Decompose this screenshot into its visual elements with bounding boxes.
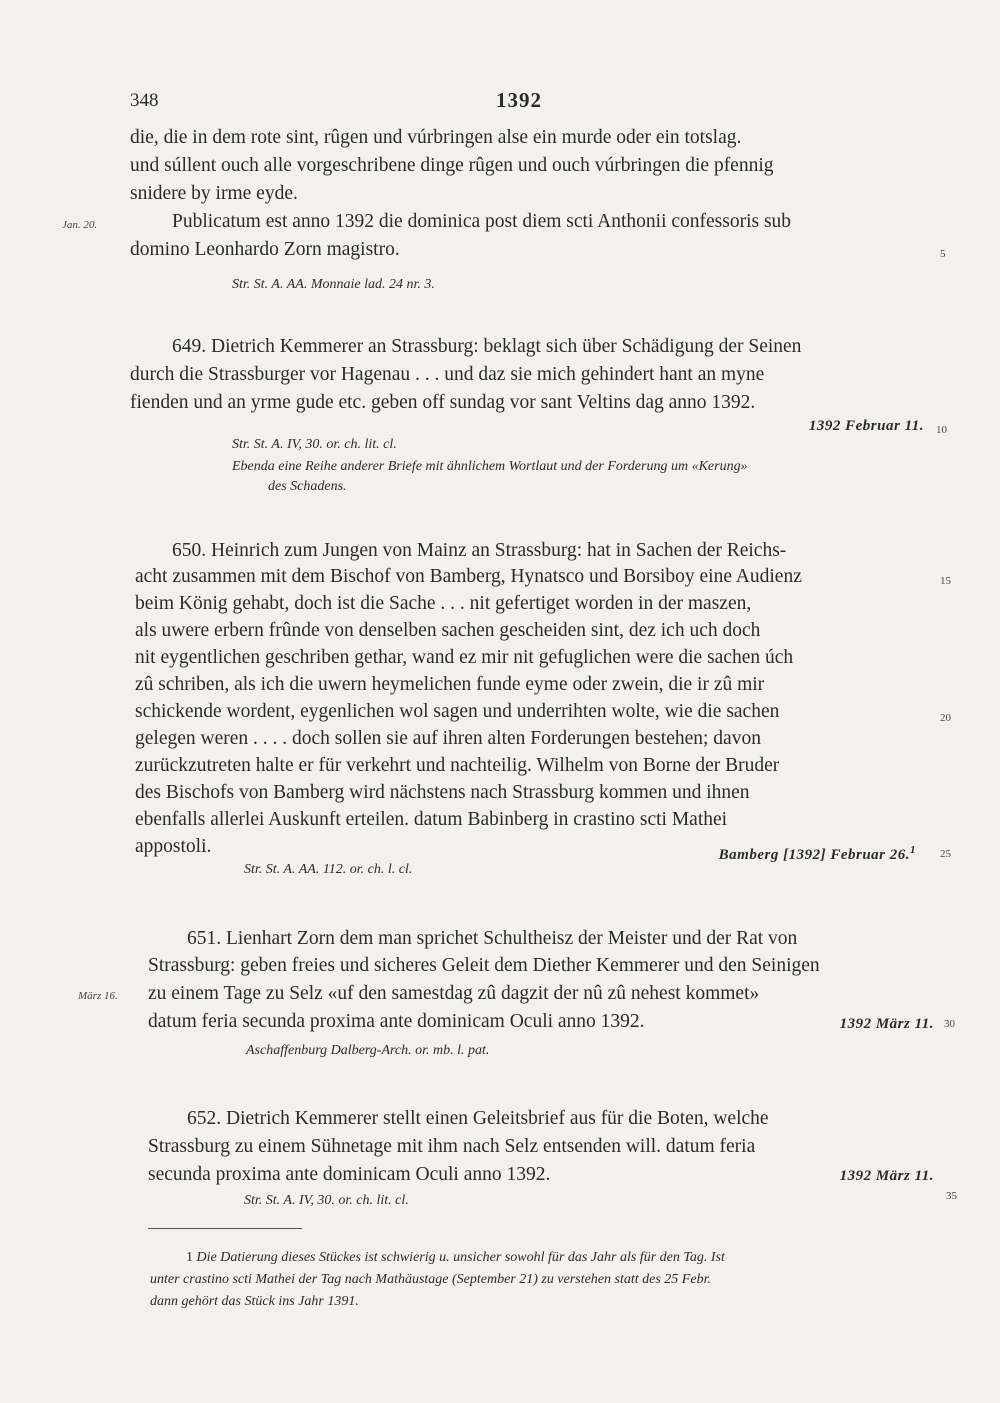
text-line: Dietrich Kemmerer stellt einen Geleitsbrief aus für die Boten, welche <box>226 1108 769 1129</box>
source-citation: Str. St. A. AA. Monnaie lad. 24 nr. 3. <box>232 277 435 292</box>
source-citation: Str. St. A. AA. 112. or. ch. l. cl. <box>244 862 413 877</box>
line-number: 30 <box>944 1018 955 1030</box>
footnote-marker: 1 <box>186 1250 193 1265</box>
footnote-line <box>186 1250 725 1266</box>
source-citation: Str. St. A. IV, 30. or. ch. lit. cl. <box>232 437 397 452</box>
text-line: Lienhart Zorn dem man sprichet Schultheisz der Meister und der Rat von <box>226 928 798 949</box>
document-date: 1392 März 11. <box>839 1016 934 1032</box>
document-date: 1392 Februar 11. <box>808 418 924 434</box>
text-line: Dietrich Kemmerer an Strassburg: beklagt sich über Schädigung der Seinen <box>211 336 802 357</box>
source-citation: Aschaffenburg Dalberg-Arch. or. mb. l. pat. <box>246 1043 490 1058</box>
line-number: 10 <box>936 424 947 436</box>
text-line: Heinrich zum Jungen von Mainz an Strassburg: hat in Sachen der Reichs- <box>211 540 787 561</box>
text-line: durch die Strassburger vor Hagenau . . . und daz sie mich gehindert hant an myne <box>130 364 765 385</box>
footnote-ref: 1 <box>910 844 916 856</box>
text-line: zurückzutreten halte er für verkehrt und nachteilig. Wilhelm von Borne der Bruder <box>135 755 780 776</box>
text-line: domino Leonhardo Zorn magistro. <box>130 239 400 260</box>
text-line: fienden und an yrme gude etc. geben off sundag vor sant Veltins dag anno 1392. <box>130 392 756 413</box>
line-number: 20 <box>940 712 951 724</box>
text-line: Publicatum est anno 1392 die dominica post diem scti Anthonii confessoris sub <box>172 211 792 232</box>
editor-note: des Schadens. <box>268 479 347 494</box>
text-line: Strassburg: geben freies und sicheres Geleit dem Diether Kemmerer und den Seinigen <box>148 955 820 976</box>
page-number: 348 <box>130 90 159 111</box>
doc-number: 649. <box>172 336 207 357</box>
doc-number: 650. <box>172 540 207 561</box>
text-line: beim König gehabt, doch ist die Sache . . . nit gefertiget worden in der maszen, <box>135 593 752 614</box>
margin-date: März 16. <box>78 990 118 1002</box>
doc-number: 652. <box>187 1108 222 1129</box>
text-line: und súllent ouch alle vorgeschribene dinge rûgen und ouch vúrbringen die pfennig <box>130 155 774 176</box>
text-line: des Bischofs von Bamberg wird nächstens nach Strassburg kommen und ihnen <box>135 782 750 803</box>
text-line: schickende wordent, eygenlichen wol sagen und underrihten wolte, wie die sachen <box>135 701 780 722</box>
text-line: snidere by irme eyde. <box>130 183 298 204</box>
text-line: appostoli. <box>135 836 212 857</box>
text-line: ebenfalls allerlei Auskunft erteilen. datum Babinberg in crastino scti Mathei <box>135 809 728 830</box>
line-number: 35 <box>946 1190 957 1202</box>
footnote-line: unter crastino scti Mathei der Tag nach Mathäustage (September 21) zu verstehen statt des 25 Febr. <box>150 1272 711 1287</box>
footnote-line: dann gehört das Stück ins Jahr 1391. <box>150 1294 359 1309</box>
margin-date: Jan. 20. <box>62 219 98 231</box>
source-citation: Str. St. A. IV, 30. or. ch. lit. cl. <box>244 1193 409 1208</box>
line-number: 5 <box>940 248 946 260</box>
doc-heading-649 <box>172 336 801 358</box>
text-line: als uwere erbern frûnde von denselben sachen gescheiden sint, dez ich uch doch <box>135 620 761 641</box>
line-number: 15 <box>940 575 951 587</box>
running-year: 1392 <box>496 88 542 112</box>
text-line: zû schriben, als ich die uwern heymelichen funde eyme oder zwein, die ir zû mir <box>135 674 765 695</box>
editor-note: Ebenda eine Reihe anderer Briefe mit ähnlichem Wortlaut und der Forderung um «Kerung» <box>232 459 748 474</box>
text-line: acht zusammen mit dem Bischof von Bamberg, Hynatsco und Borsiboy eine Audienz <box>135 566 802 587</box>
footnote-text: Die Datierung dieses Stückes ist schwierig u. unsicher sowohl für das Jahr als für den Tag. Ist <box>196 1250 725 1265</box>
text-line: nit eygentlichen geschriben gethar, wand ez mir nit gefuglichen were die sachen úch <box>135 647 794 668</box>
text-line: secunda proxima ante dominicam Oculi anno 1392. <box>148 1164 551 1185</box>
doc-heading-652 <box>187 1108 769 1130</box>
doc-number: 651. <box>187 928 222 949</box>
doc-heading-651 <box>187 928 797 950</box>
document-date <box>719 844 916 864</box>
date-text: Bamberg [1392] Februar 26. <box>718 847 910 863</box>
text-line: datum feria secunda proxima ante dominicam Oculi anno 1392. <box>148 1011 645 1032</box>
text-line: gelegen weren . . . . doch sollen sie auf ihren alten Forderungen bestehen; davon <box>135 728 761 749</box>
document-date: 1392 März 11. <box>839 1168 934 1184</box>
doc-heading-650 <box>172 540 786 562</box>
text-line: Strassburg zu einem Sühnetage mit ihm nach Selz entsenden will. datum feria <box>148 1136 756 1157</box>
footnote-rule <box>148 1228 302 1229</box>
text-line: zu einem Tage zu Selz «uf den samestdag zû dagzit der nû zû nehest kommet» <box>148 983 760 1004</box>
line-number: 25 <box>940 848 951 860</box>
text-line: die, die in dem rote sint, rûgen und vúrbringen alse ein murde oder ein totslag. <box>130 127 742 148</box>
